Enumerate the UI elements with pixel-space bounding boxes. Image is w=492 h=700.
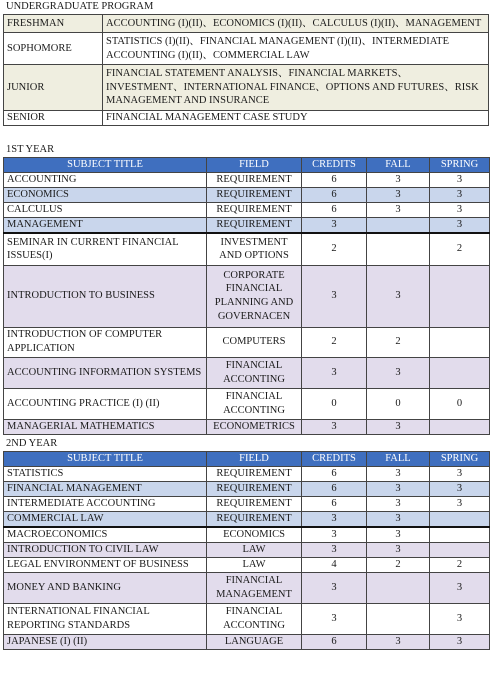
overview-courses: FINANCIAL MANAGEMENT CASE STUDY [103,111,489,126]
cell-spring [430,527,490,543]
cell-subject: ACCOUNTING [4,173,207,188]
cell-subject: INTRODUCTION TO BUSINESS [4,265,207,327]
cell-fall: 2 [367,557,430,572]
cell-spring: 3 [430,572,490,603]
cell-fall: 3 [367,527,430,543]
cell-spring: 3 [430,218,490,234]
program-document [3,0,491,650]
cell-credits: 6 [302,496,367,511]
cell-fall: 3 [367,634,430,649]
header-spring: SPRING [430,158,490,173]
header-subject: SUBJECT TITLE [4,451,207,466]
cell-fall [367,572,430,603]
table-row [4,188,490,203]
table-row [4,634,490,649]
cell-subject: INTRODUCTION OF COMPUTER APPLICATION [4,327,207,357]
cell-fall: 3 [367,419,430,434]
cell-fall: 3 [367,466,430,481]
cell-field: REQUIREMENT [207,218,302,234]
cell-field: REQUIREMENT [207,481,302,496]
overview-courses: STATISTICS (I)(II)、FINANCIAL MANAGEMENT (I)(II)、INTERMEDIATE ACCOUNTING (I)(II)、COMMERCIAL LAW [103,33,489,65]
cell-credits: 3 [302,572,367,603]
cell-field: LAW [207,557,302,572]
page-title: UNDERGRADUATE PROGRAM [6,1,154,12]
cell-subject: MANAGEMENT [4,218,207,234]
overview-year: SENIOR [4,111,103,126]
overview-row [4,15,489,33]
table-row [4,557,490,572]
cell-field: LANGUAGE [207,634,302,649]
overview-row [4,111,489,126]
cell-fall: 3 [367,496,430,511]
cell-credits: 6 [302,203,367,218]
cell-fall: 3 [367,173,430,188]
cell-fall: 3 [367,511,430,527]
cell-field: REQUIREMENT [207,188,302,203]
cell-spring [430,357,490,388]
cell-subject: MACROECONOMICS [4,527,207,543]
section-heading-2nd-year: 2ND YEAR [6,437,58,449]
cell-spring [430,511,490,527]
cell-field: INVESTMENT AND OPTIONS [207,233,302,265]
cell-spring: 3 [430,188,490,203]
cell-spring [430,265,490,327]
header-credits: CREDITS [302,451,367,466]
cell-subject: ACCOUNTING INFORMATION SYSTEMS [4,357,207,388]
overview-courses: ACCOUNTING (I)(II)、ECONOMICS (I)(II)、CALCULUS (I)(II)、MANAGEMENT [103,15,489,33]
cell-credits: 6 [302,466,367,481]
cell-spring: 3 [430,603,490,634]
table-row [4,481,490,496]
table-row [4,542,490,557]
table-header-row [4,451,490,466]
section-heading-1st-year: 1ST YEAR [6,144,55,155]
cell-field: FINANCIAL ACCONTING [207,388,302,419]
cell-credits: 6 [302,173,367,188]
cell-fall [367,233,430,265]
cell-spring: 2 [430,557,490,572]
cell-subject: INTERMEDIATE ACCOUNTING [4,496,207,511]
overview-row [4,33,489,65]
table-row [4,496,490,511]
cell-credits: 6 [302,481,367,496]
cell-credits: 2 [302,233,367,265]
cell-fall: 3 [367,357,430,388]
header-field: FIELD [207,158,302,173]
table-row [4,233,490,265]
cell-credits: 3 [302,265,367,327]
cell-spring [430,327,490,357]
cell-subject: CALCULUS [4,203,207,218]
cell-fall: 3 [367,188,430,203]
cell-subject: COMMERCIAL LAW [4,511,207,527]
header-subject: SUBJECT TITLE [4,158,207,173]
cell-field: FINANCIAL MANAGEMENT [207,572,302,603]
cell-fall [367,218,430,234]
cell-field: ECONOMICS [207,527,302,543]
cell-spring: 3 [430,466,490,481]
cell-credits: 0 [302,388,367,419]
cell-credits: 6 [302,634,367,649]
cell-credits: 3 [302,357,367,388]
table-row [4,327,490,357]
cell-fall: 2 [367,327,430,357]
cell-credits: 2 [302,327,367,357]
cell-field: REQUIREMENT [207,496,302,511]
cell-spring: 3 [430,481,490,496]
cell-credits: 3 [302,511,367,527]
cell-spring: 3 [430,496,490,511]
cell-credits: 3 [302,527,367,543]
cell-subject: INTRODUCTION TO CIVIL LAW [4,542,207,557]
cell-spring: 2 [430,233,490,265]
cell-spring: 3 [430,173,490,188]
table-row [4,466,490,481]
cell-field: CORPORATE FINANCIAL PLANNING AND GOVERNACEN [207,265,302,327]
cell-credits: 3 [302,419,367,434]
overview-courses: FINANCIAL STATEMENT ANALYSIS、FINANCIAL MARKETS、INVESTMENT、INTERNATIONAL FINANCE、OPTIONS AND FUTURES、RISK MANAGEMENT AND INSURANCE [103,65,489,111]
cell-fall: 3 [367,481,430,496]
table-row [4,218,490,234]
first-year-course-table [3,157,490,435]
table-row [4,572,490,603]
cell-subject: JAPANESE (I) (II) [4,634,207,649]
cell-fall: 0 [367,388,430,419]
header-credits: CREDITS [302,158,367,173]
table-header-row [4,158,490,173]
overview-year: JUNIOR [4,65,103,111]
cell-fall [367,603,430,634]
header-field: FIELD [207,451,302,466]
overview-row [4,65,489,111]
cell-spring [430,542,490,557]
table-row [4,203,490,218]
cell-field: FINANCIAL ACCONTING [207,603,302,634]
second-year-course-table [3,451,490,650]
cell-subject: SEMINAR IN CURRENT FINANCIAL ISSUES(I) [4,233,207,265]
table-row [4,527,490,543]
cell-subject: MANAGERIAL MATHEMATICS [4,419,207,434]
overview-year: SOPHOMORE [4,33,103,65]
table-row [4,357,490,388]
cell-field: LAW [207,542,302,557]
cell-field: REQUIREMENT [207,511,302,527]
cell-spring: 3 [430,203,490,218]
cell-field: COMPUTERS [207,327,302,357]
table-row [4,388,490,419]
cell-fall: 3 [367,542,430,557]
cell-field: REQUIREMENT [207,173,302,188]
cell-fall: 3 [367,265,430,327]
cell-fall: 3 [367,203,430,218]
cell-spring [430,419,490,434]
cell-field: FINANCIAL ACCONTING [207,357,302,388]
cell-subject: STATISTICS [4,466,207,481]
cell-credits: 3 [302,218,367,234]
table-row [4,173,490,188]
table-row [4,265,490,327]
header-spring: SPRING [430,451,490,466]
cell-credits: 3 [302,603,367,634]
cell-field: ECONOMETRICS [207,419,302,434]
program-overview-table [3,14,489,126]
table-row [4,511,490,527]
header-fall: FALL [367,158,430,173]
cell-subject: LEGAL ENVIRONMENT OF BUSINESS [4,557,207,572]
table-row [4,603,490,634]
cell-spring: 3 [430,634,490,649]
cell-field: REQUIREMENT [207,203,302,218]
cell-subject: ECONOMICS [4,188,207,203]
overview-year: FRESHMAN [4,15,103,33]
cell-credits: 3 [302,542,367,557]
cell-subject: INTERNATIONAL FINANCIAL REPORTING STANDARDS [4,603,207,634]
cell-credits: 6 [302,188,367,203]
cell-field: REQUIREMENT [207,466,302,481]
table-row [4,419,490,434]
cell-subject: FINANCIAL MANAGEMENT [4,481,207,496]
cell-spring: 0 [430,388,490,419]
header-fall: FALL [367,451,430,466]
cell-subject: ACCOUNTING PRACTICE (I) (II) [4,388,207,419]
cell-credits: 4 [302,557,367,572]
cell-subject: MONEY AND BANKING [4,572,207,603]
